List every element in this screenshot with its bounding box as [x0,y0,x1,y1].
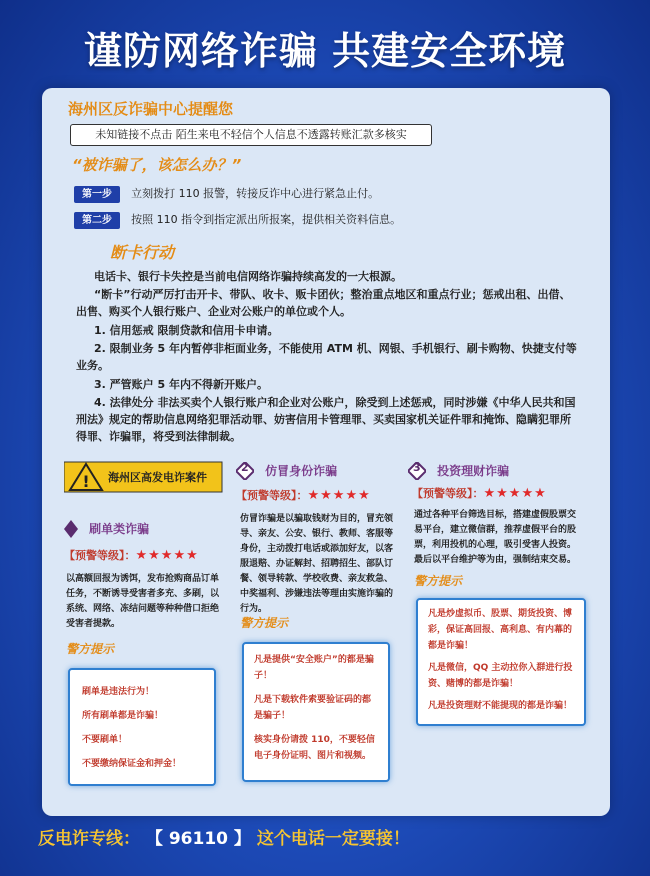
reminder-title: 海州区反诈骗中心提醒您 [68,100,234,118]
case-3-stars: ★★★★★ [483,486,547,501]
case-3-title: 投资理财诈骗 [437,464,510,478]
case-2-stars: ★★★★★ [307,488,371,503]
case-1-level-label: 【预警等级】： [64,549,136,562]
case-2-tip-2: 凡是下载软件索要验证码的都是骗子！ [254,695,372,721]
hotline-note: 这个电话一定要接！ [256,829,410,849]
case-1-tip-1: 刷单是违法行为！ [82,687,155,697]
duanka-para-3: 1. 信用惩戒 限制贷款和信用卡申请。 [94,324,279,337]
step-2-text: 按照 110 指令到指定派出所报案，提供相关资料信息。 [131,213,402,226]
case-3-tip-1: 凡是炒虚拟币、股票、期货投资、博彩，保证高回报、高利息、有内幕的都是诈骗！ [428,609,573,651]
step-2 [74,208,401,227]
case-1-level [64,544,199,563]
case-1-desc: 以高额回报为诱饵，发布抢购商品订单任务，不断诱导受害者多充、多刷，以系统、网络、冻结问题等种种借口拒绝受害者提款。 [66,574,220,629]
case-2-level-label: 【预警等级】： [236,489,308,502]
slogan-box: 未知链接不点击 陌生来电不轻信个人信息不透露转账汇款多核实 [70,124,432,146]
duanka-para-4: 2. 限制业务 5 年内暂停非柜面业务，不能使用 ATM 机、网银、手机银行、刷卡购物、快捷支付等业务。 [76,342,577,372]
case-2-level [236,484,371,503]
duanka-para-5: 3. 严管账户 5 年内不得新开账户。 [94,378,268,391]
case-2-title: 仿冒身份诈骗 [265,464,338,478]
case-3-tip-title: 警方提示 [414,574,463,588]
case-3-num: 3 [413,461,421,474]
duanka-para-1: 电话卡、银行卡失控是当前电信网络诈骗持续高发的一大根源。 [94,270,402,283]
case-1-title: 刷单类诈骗 [89,522,150,536]
poster-title: 谨防网络诈骗 共建安全环境 [83,29,567,73]
step-1-text: 立刻拨打 110 报警，转接反诈中心进行紧急止付。 [131,187,380,200]
case-1-tip-3: 不要刷单！ [82,735,128,745]
case-2-tip-1: 凡是提供“安全账户”的都是骗子！ [254,655,374,681]
case-2-tip-title: 警方提示 [240,616,289,630]
case-3-header [408,460,509,480]
content-panel [42,88,610,816]
case-2-tip-box [242,642,390,782]
hotline-open-bracket: 【 [145,829,163,849]
hotline [38,824,410,849]
case-1-tip-title: 警方提示 [66,642,115,656]
high-cases-banner [64,460,224,494]
case-2-num: 2 [241,461,249,474]
case-3-desc: 通过各种平台筛选目标，搭建虚假股票交易平台，建立微信群，推荐虚假平台的股票，利用投机的心理，吸引受害人投资。最后以平台维护等为由，强制结束交易。 [414,510,577,565]
case-3-tip-2: 凡是微信，QQ 主动拉你入群进行投资、赌博的都是诈骗！ [428,663,573,689]
case-2-tip-3: 核实身份请拨 110，不要轻信电子身份证明、图片和视频。 [254,735,375,761]
hotline-label: 反电诈专线： [38,829,140,849]
step-2-badge: 第二步 [74,212,120,229]
diamond-icon [64,520,78,538]
question-heading: “被诈骗了，该怎么办？” [72,156,242,174]
duanka-para-6: 4. 法律处分 非法买卖个人银行账户和企业对公账户，除受到上述惩戒，同时涉嫌《中华人民共和国刑法》规定的帮助信息网络犯罪活动罪、妨害信用卡管理罪、买卖国家机关证件罪和掩饰、隐瞒犯罪所得罪、诈骗罪，将受到法律制裁。 [76,396,576,443]
hotline-number[interactable]: 96110 [168,829,228,849]
step-1 [74,182,379,201]
step-1-badge: 第一步 [74,186,120,203]
high-cases-label: 海州区高发电诈案件 [108,471,207,484]
case-1-tip-4: 不要缴纳保证金和押金！ [82,759,182,769]
duanka-title: 断卡行动 [110,243,175,262]
case-1-tip-2: 所有刷单都是诈骗！ [82,711,164,721]
case-3-tip-box [416,598,586,726]
case-1-header [64,518,149,538]
case-1-tip-box [68,668,216,786]
case-3-tip-3: 凡是投资理财不能提现的都是诈骗！ [428,701,573,711]
case-3-level-label: 【预警等级】： [412,487,484,500]
case-2-desc: 仿冒诈骗是以骗取钱财为目的，冒充领导、亲友、公安、银行、教师、客服等身份，主动拨打电话或添加好友，以客服退赔、办证解封、招聘招生、部队订餐、领导转款、学校收费、亲友救急、中奖福利、涉嫌违法等理由实施诈骗的行为。 [240,514,394,614]
duanka-para-2: “断卡”行动严厉打击开卡、带队、收卡、贩卡团伙；整治重点地区和重点行业；惩戒出租、出借、出售、购买个人银行账户、企业对公账户的单位或个人。 [76,288,571,318]
case-2-header [236,460,337,480]
hotline-close-bracket: 】 [233,829,251,849]
svg-text:!: ! [82,472,90,491]
case-1-stars: ★★★★★ [135,548,199,563]
case-3-level [412,482,547,501]
